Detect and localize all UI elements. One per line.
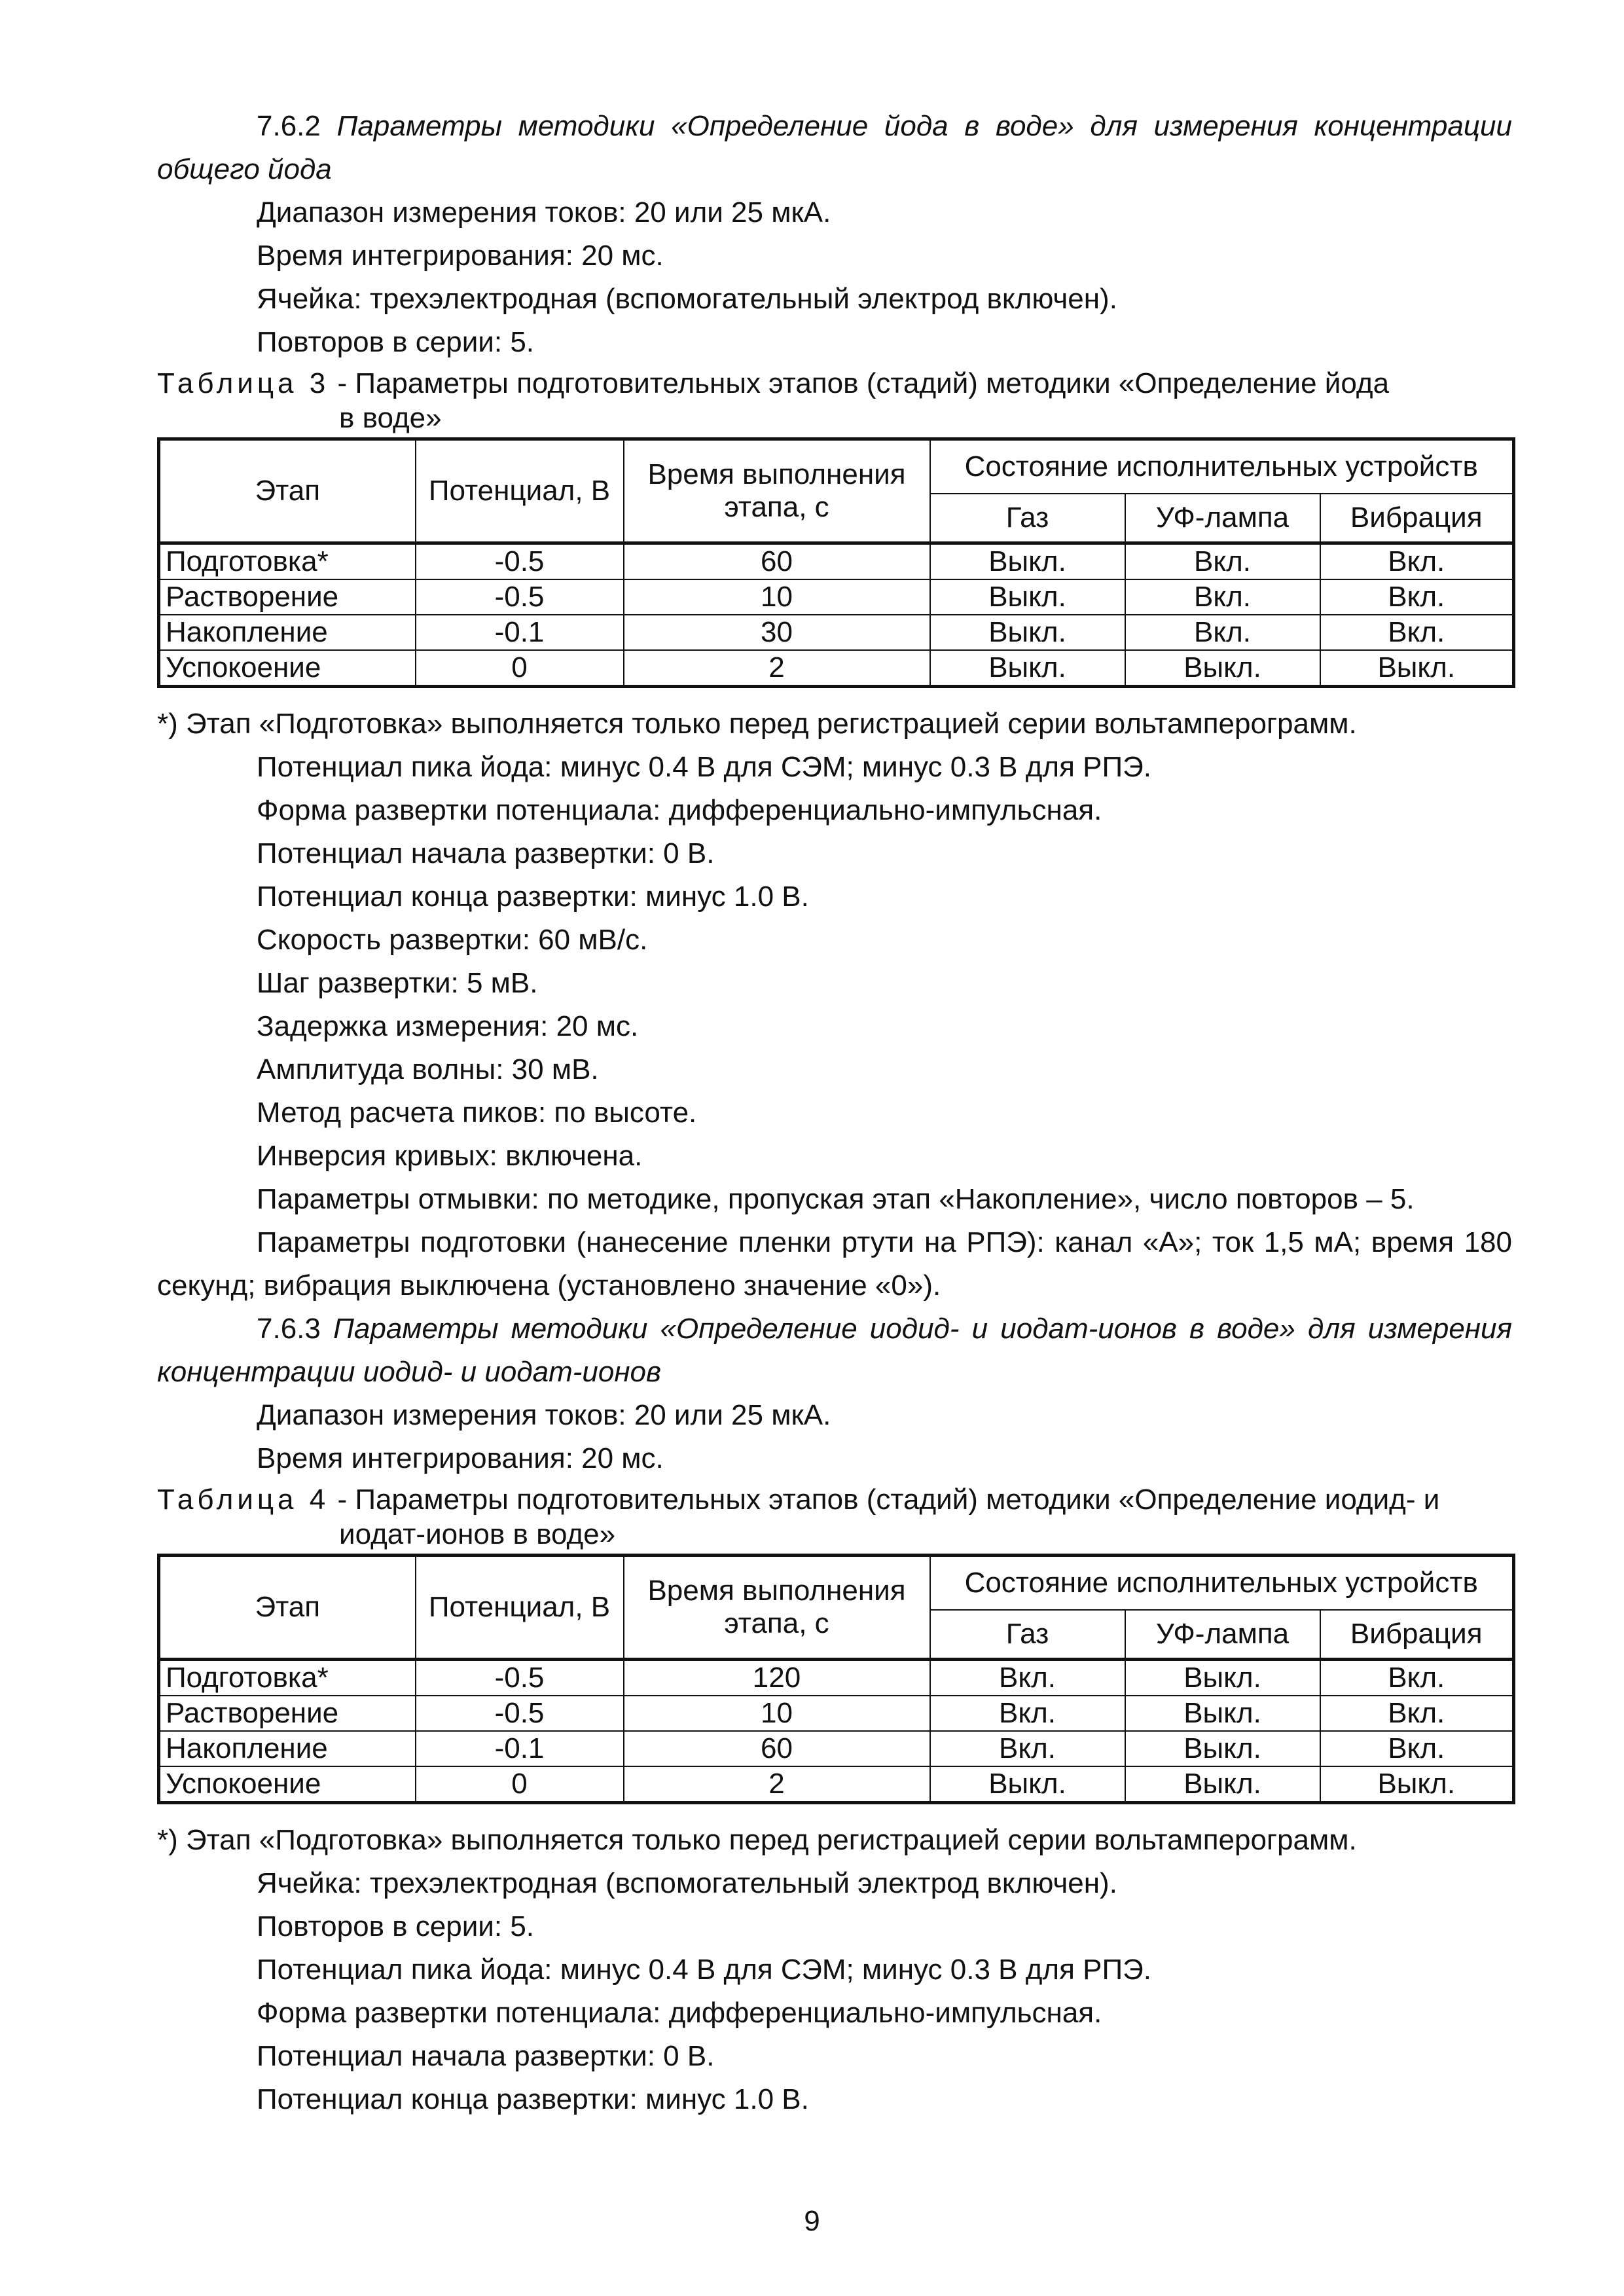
cell-stage: Успокоение bbox=[159, 1766, 416, 1803]
param-line: Потенциал пика йода: минус 0.4 В для СЭМ; минус 0.3 В для РПЭ. bbox=[257, 1954, 1151, 1986]
cell-time: 10 bbox=[624, 1696, 930, 1731]
cell-gas: Вкл. bbox=[930, 1731, 1125, 1766]
cell-gas: Выкл. bbox=[930, 650, 1125, 687]
cell-vibration: Вкл. bbox=[1320, 1660, 1514, 1696]
cell-vibration: Выкл. bbox=[1320, 1766, 1514, 1803]
table3-header-stage: Этап bbox=[159, 439, 416, 543]
table3-header-devices: Состояние исполнительных устройств bbox=[930, 439, 1514, 494]
param-line: Скорость развертки: 60 мВ/с. bbox=[257, 924, 648, 956]
cell-time: 2 bbox=[624, 1766, 930, 1803]
param-line: Форма развертки потенциала: дифференциально-импульсная. bbox=[257, 1997, 1102, 2029]
param-line: Шаг развертки: 5 мВ. bbox=[257, 967, 538, 999]
cell-potential: -0.1 bbox=[416, 615, 624, 650]
param-line: Потенциал пика йода: минус 0.4 В для СЭМ; минус 0.3 В для РПЭ. bbox=[257, 751, 1151, 783]
cell-potential: 0 bbox=[416, 650, 624, 687]
table4 bbox=[157, 1554, 1515, 1804]
page-number: 9 bbox=[804, 2205, 820, 2237]
table3-header-time: Время выполнения этапа, с bbox=[624, 439, 930, 543]
cell-stage: Успокоение bbox=[159, 650, 416, 687]
cell-stage: Растворение bbox=[159, 1696, 416, 1731]
section-762-line: Ячейка: трехэлектродная (вспомогательный электрод включен). bbox=[257, 283, 1117, 315]
table3 bbox=[157, 437, 1515, 688]
cell-stage: Накопление bbox=[159, 1731, 416, 1766]
section-763-line: Время интегрирования: 20 мс. bbox=[257, 1442, 664, 1474]
cell-potential: 0 bbox=[416, 1766, 624, 1803]
section-763-number: 7.6.3 bbox=[257, 1313, 321, 1345]
section-763-title: Параметры методики «Определение иодид- и иодат-ионов в воде» для измерения концентрации иодид- и иодат-ионов bbox=[157, 1313, 1512, 1388]
table4-title: - Параметры подготовительных этапов (стадий) методики «Определение иодид- и bbox=[337, 1484, 1440, 1516]
cell-potential: -0.5 bbox=[416, 543, 624, 580]
cell-uv: Выкл. bbox=[1125, 650, 1320, 687]
cell-time: 120 bbox=[624, 1660, 930, 1696]
cell-stage: Накопление bbox=[159, 615, 416, 650]
table4-header-time: Время выполнения этапа, с bbox=[624, 1556, 930, 1660]
table4-header-potential: Потенциал, В bbox=[416, 1556, 624, 1660]
param-line: Ячейка: трехэлектродная (вспомогательный электрод включен). bbox=[257, 1867, 1117, 1899]
table3-label: Таблица 3 bbox=[157, 367, 330, 399]
param-line: Потенциал начала развертки: 0 В. bbox=[257, 2040, 715, 2072]
param-line: Параметры отмывки: по методике, пропуская этап «Накопление», число повторов – 5. bbox=[257, 1183, 1415, 1215]
table-row bbox=[159, 650, 1514, 687]
cell-gas: Выкл. bbox=[930, 543, 1125, 580]
cell-uv: Выкл. bbox=[1125, 1696, 1320, 1731]
param-line: Потенциал конца развертки: минус 1.0 В. bbox=[257, 881, 809, 913]
param-line: Инверсия кривых: включена. bbox=[257, 1140, 643, 1172]
section-762-line: Диапазон измерения токов: 20 или 25 мкА. bbox=[257, 196, 831, 228]
param-line: Повторов в серии: 5. bbox=[257, 1910, 535, 1942]
table4-header-vibration: Вибрация bbox=[1320, 1610, 1514, 1660]
cell-gas: Вкл. bbox=[930, 1660, 1125, 1696]
table-row bbox=[159, 543, 1514, 580]
table3-header-gas: Газ bbox=[930, 494, 1125, 543]
cell-uv: Вкл. bbox=[1125, 615, 1320, 650]
table4-header-stage: Этап bbox=[159, 1556, 416, 1660]
table3-caption-cont: в воде» bbox=[339, 402, 442, 434]
cell-vibration: Вкл. bbox=[1320, 615, 1514, 650]
page-content bbox=[157, 105, 1512, 2121]
cell-uv: Выкл. bbox=[1125, 1660, 1320, 1696]
table4-header-uv: УФ-лампа bbox=[1125, 1610, 1320, 1660]
cell-vibration: Вкл. bbox=[1320, 579, 1514, 615]
cell-time: 60 bbox=[624, 543, 930, 580]
cell-stage: Подготовка* bbox=[159, 543, 416, 580]
cell-vibration: Выкл. bbox=[1320, 650, 1514, 687]
cell-time: 2 bbox=[624, 650, 930, 687]
param-line: Потенциал конца развертки: минус 1.0 В. bbox=[257, 2083, 809, 2115]
cell-uv: Вкл. bbox=[1125, 579, 1320, 615]
table3-header-potential: Потенциал, В bbox=[416, 439, 624, 543]
table-row bbox=[159, 1766, 1514, 1803]
table-row bbox=[159, 1696, 1514, 1731]
param-line: Потенциал начала развертки: 0 В. bbox=[257, 837, 715, 869]
cell-time: 60 bbox=[624, 1731, 930, 1766]
cell-potential: -0.1 bbox=[416, 1731, 624, 1766]
cell-time: 10 bbox=[624, 579, 930, 615]
section-762-number: 7.6.2 bbox=[257, 110, 321, 142]
cell-uv: Выкл. bbox=[1125, 1731, 1320, 1766]
table-row bbox=[159, 1731, 1514, 1766]
section-762-heading bbox=[157, 105, 1512, 191]
cell-stage: Растворение bbox=[159, 579, 416, 615]
cell-potential: -0.5 bbox=[416, 579, 624, 615]
cell-potential: -0.5 bbox=[416, 1660, 624, 1696]
cell-stage: Подготовка* bbox=[159, 1660, 416, 1696]
table4-caption bbox=[157, 1480, 1512, 1520]
table3-title: - Параметры подготовительных этапов (стадий) методики «Определение йода bbox=[337, 367, 1390, 399]
table3-header-vibration: Вибрация bbox=[1320, 494, 1514, 543]
table-row bbox=[159, 579, 1514, 615]
param-line: Амплитуда волны: 30 мВ. bbox=[257, 1053, 599, 1085]
table3-footnote: *) Этап «Подготовка» выполняется только перед регистрацией серии вольтамперограмм. bbox=[157, 708, 1357, 740]
section-762-line: Повторов в серии: 5. bbox=[257, 326, 535, 358]
param-line: Метод расчета пиков: по высоте. bbox=[257, 1097, 697, 1129]
table4-caption-cont: иодат-ионов в воде» bbox=[339, 1518, 616, 1550]
table3-header-uv: УФ-лампа bbox=[1125, 494, 1320, 543]
cell-uv: Вкл. bbox=[1125, 543, 1320, 580]
cell-time: 30 bbox=[624, 615, 930, 650]
section-762-title: Параметры методики «Определение йода в воде» для измерения концентрации общего йода bbox=[157, 110, 1512, 185]
cell-vibration: Вкл. bbox=[1320, 1731, 1514, 1766]
param-line: Форма развертки потенциала: дифференциально-импульсная. bbox=[257, 794, 1102, 826]
cell-gas: Вкл. bbox=[930, 1696, 1125, 1731]
section-762-line: Время интегрирования: 20 мс. bbox=[257, 240, 664, 272]
table4-header-devices: Состояние исполнительных устройств bbox=[930, 1556, 1514, 1611]
cell-gas: Выкл. bbox=[930, 1766, 1125, 1803]
table4-label: Таблица 4 bbox=[157, 1484, 330, 1516]
table3-caption bbox=[157, 364, 1512, 403]
cell-uv: Выкл. bbox=[1125, 1766, 1320, 1803]
table-row bbox=[159, 1660, 1514, 1696]
cell-gas: Выкл. bbox=[930, 579, 1125, 615]
cell-vibration: Вкл. bbox=[1320, 543, 1514, 580]
prep-params-paragraph: Параметры подготовки (нанесение пленки ртути на РПЭ): канал «А»; ток 1,5 мА; время 180 секунд; вибрация выключена (установлено значение «0»). bbox=[157, 1226, 1512, 1302]
cell-gas: Выкл. bbox=[930, 615, 1125, 650]
table-row bbox=[159, 615, 1514, 650]
cell-vibration: Вкл. bbox=[1320, 1696, 1514, 1731]
param-line: Задержка измерения: 20 мс. bbox=[257, 1010, 639, 1042]
table4-header-gas: Газ bbox=[930, 1610, 1125, 1660]
section-763-heading bbox=[157, 1307, 1512, 1394]
section-763-line: Диапазон измерения токов: 20 или 25 мкА. bbox=[257, 1399, 831, 1431]
cell-potential: -0.5 bbox=[416, 1696, 624, 1731]
table4-footnote: *) Этап «Подготовка» выполняется только перед регистрацией серии вольтамперограмм. bbox=[157, 1824, 1357, 1856]
